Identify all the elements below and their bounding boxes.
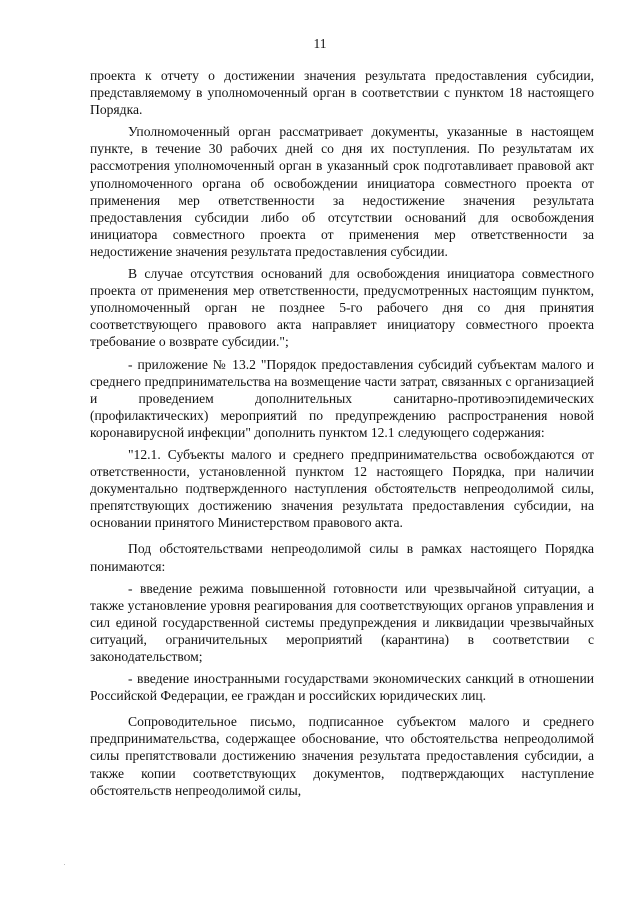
paragraph-clause-12-1: "12.1. Субъекты малого и среднего предпринимательства освобождаются от ответственности, установленной пунктом 12 настоящего Порядка, при наличии документально подтвержденного наступления обстоятельств непреодолимой силы, препятствующих достижению значения результата предоставления субсидии, на основании принятого Министерством правового акта. bbox=[90, 446, 594, 531]
page-number: 11 bbox=[313, 36, 327, 51]
scan-speck bbox=[64, 864, 65, 865]
paragraph-review: Уполномоченный орган рассматривает документы, указанные в настоящем пункте, в течение 30 рабочих дней со дня их поступления. По результатам их рассмотрения уполномоченный орган в указанный срок подготавливает правовой акт уполномоченного органа об освобождении инициатора совместного проекта от применения мер ответственности за недостижение значения результата предоставления субсидии либо об отсутствии оснований для освобождения инициатора совместного проекта от применения мер ответственности за недостижение значения результата предоставления субсидии. bbox=[90, 124, 594, 259]
document-body bbox=[90, 67, 594, 799]
paragraph-continuation: проекта к отчету о достижении значения результата предоставления субсидии, представляемому в уполномоченный орган в соответствии с пунктом 18 настоящего Порядка. bbox=[90, 68, 594, 118]
paragraph-force-majeure-intro: Под обстоятельствами непреодолимой силы в рамках настоящего Порядка понимаются: bbox=[90, 541, 594, 574]
list-item-emergency-regime: - введение режима повышенной готовности или чрезвычайной ситуации, а также установление уровня реагирования для соответствующих органов управления и сил единой государственной системы предупреждения и ликвидации чрезвычайных ситуаций, ограничительных мероприятий (карантина) в соответствии с законодательством; bbox=[90, 580, 594, 664]
list-item-sanctions: - введение иностранными государствами экономических санкций в отношении Российской Федерации, ее граждан и российских юридических лиц. bbox=[90, 671, 594, 704]
paragraph-no-grounds: В случае отсутствия оснований для освобождения инициатора совместного проекта от применения мер ответственности, предусмотренных настоящим пунктом, уполномоченный орган не позднее 5-го рабочего дня со дня принятия соответствующего правового акта направляет инициатору совместного проекта требование о возврате субсидии."; bbox=[90, 266, 594, 350]
paragraph-appendix-13-2: - приложение № 13.2 "Порядок предоставления субсидий субъектам малого и среднего предпринимательства на возмещение части затрат, связанных с организацией и проведением дополнительных санитарно-противоэпидемических (профилактических) мероприятий по предупреждению распространения новой коронавирусной инфекции" дополнить пунктом 12.1 следующего содержания: bbox=[90, 356, 594, 440]
paragraph-cover-letter: Сопроводительное письмо, подписанное субъектом малого и среднего предпринимательства, содержащее обоснование, что обстоятельства непреодолимой силы препятствовали достижению значения результата предоставления субсидии, а также копии соответствующих документов, подтверждающих наступление обстоятельств непреодолимой силы, bbox=[90, 714, 594, 798]
